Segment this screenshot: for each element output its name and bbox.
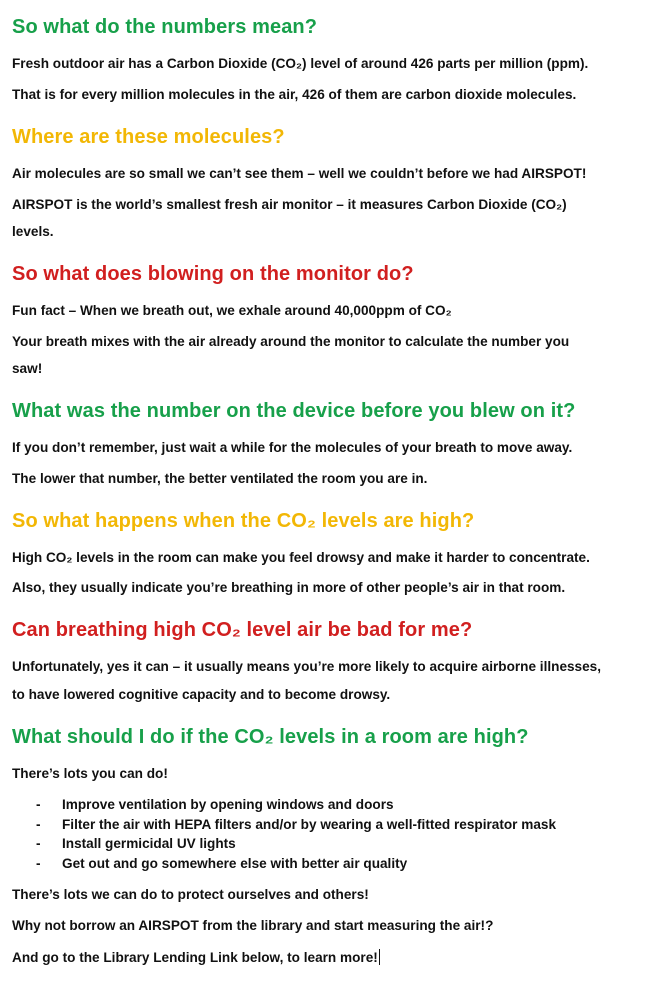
paragraph-line: High CO₂ levels in the room can make you feel drowsy and make it harder to concentrate.: [12, 550, 590, 565]
heading-blowing-monitor: So what does blowing on the monitor do?: [12, 263, 414, 285]
list-item-text: Install germicidal UV lights: [62, 836, 236, 851]
paragraph-line: There’s lots you can do!: [12, 766, 168, 781]
paragraph-line: Why not borrow an AIRSPOT from the library and start measuring the air!?: [12, 918, 494, 933]
closing-text: And go to the Library Lending Link below, to learn more!: [12, 950, 378, 965]
heading-number-before: What was the number on the device before you blew on it?: [12, 400, 576, 422]
paragraph-line: There’s lots we can do to protect ourselves and others!: [12, 887, 369, 902]
bullet-dash: -: [36, 856, 41, 871]
paragraph-line: Unfortunately, yes it can – it usually means you’re more likely to acquire airborne illnesses,: [12, 659, 602, 674]
bullet-dash: -: [36, 817, 41, 832]
paragraph-line: saw!: [12, 361, 43, 376]
text-cursor: [379, 949, 380, 965]
paragraph-line: Fresh outdoor air has a Carbon Dioxide (CO₂) level of around 426 parts per million (ppm).: [12, 56, 589, 71]
list-item-text: Filter the air with HEPA filters and/or by wearing a well-fitted respirator mask: [62, 817, 557, 832]
heading-what-should-i-do: What should I do if the CO₂ levels in a room are high?: [12, 726, 529, 748]
paragraph-line: That is for every million molecules in the air, 426 of them are carbon dioxide molecules.: [12, 87, 577, 102]
paragraph-line: Your breath mixes with the air already around the monitor to calculate the number you: [12, 334, 570, 349]
paragraph-line: Fun fact – When we breath out, we exhale around 40,000ppm of CO₂: [12, 303, 452, 318]
paragraph-line: Also, they usually indicate you’re breathing in more of other people’s air in that room.: [12, 580, 566, 595]
paragraph-line: to have lowered cognitive capacity and to become drowsy.: [12, 687, 391, 702]
paragraph-line-last: [12, 949, 380, 965]
paragraph-line: Air molecules are so small we can’t see them – well we couldn’t before we had AIRSPOT!: [12, 166, 587, 181]
bullet-dash: -: [36, 836, 41, 851]
heading-bad-for-me: Can breathing high CO₂ level air be bad for me?: [12, 619, 473, 641]
heading-levels-high: So what happens when the CO₂ levels are high?: [12, 510, 475, 532]
paragraph-line: The lower that number, the better ventilated the room you are in.: [12, 471, 428, 486]
paragraph-line: levels.: [12, 224, 54, 239]
heading-numbers-mean: So what do the numbers mean?: [12, 16, 318, 38]
paragraph-line: If you don’t remember, just wait a while for the molecules of your breath to move away.: [12, 440, 573, 455]
heading-where-molecules: Where are these molecules?: [12, 126, 285, 148]
bullet-dash: -: [36, 797, 41, 812]
paragraph-line: AIRSPOT is the world’s smallest fresh air monitor – it measures Carbon Dioxide (CO₂): [12, 197, 567, 212]
list-item-text: Get out and go somewhere else with better air quality: [62, 856, 408, 871]
list-item-text: Improve ventilation by opening windows and doors: [62, 797, 394, 812]
